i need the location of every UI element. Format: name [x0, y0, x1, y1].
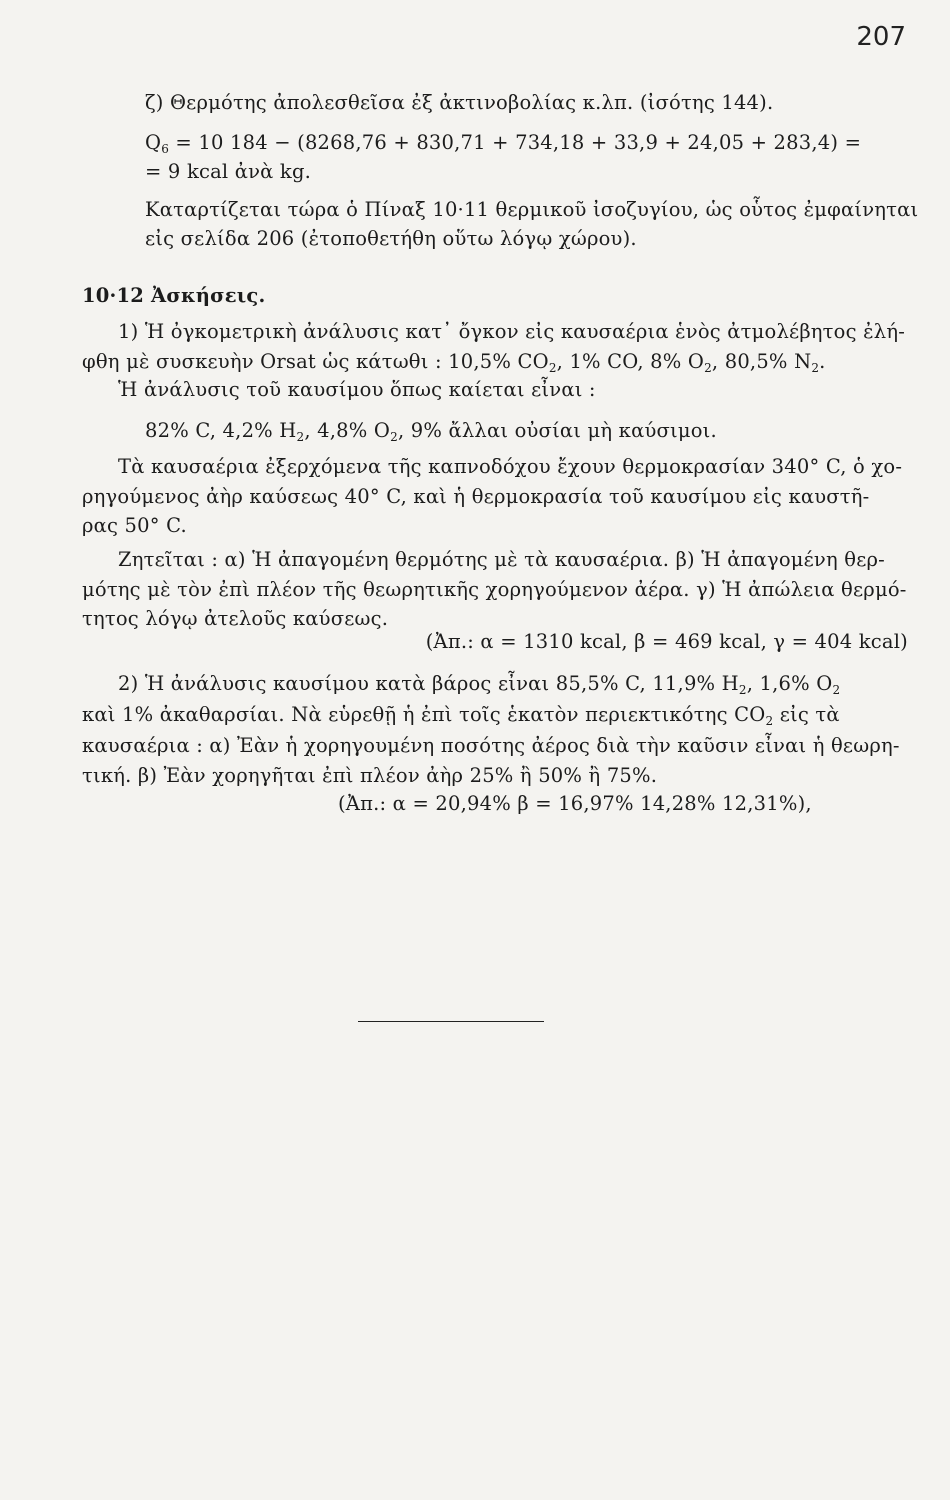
subscript: 2 — [296, 430, 305, 444]
subscript: 2 — [811, 361, 820, 375]
subscript: 6 — [161, 142, 170, 156]
text-span: καὶ 1% ἀκαθαρσίαι. Νὰ εὑρεθῇ ἡ ἐπὶ τοῖς ἑκατὸν περιεκτικότης CO — [82, 703, 766, 726]
equation-line — [145, 131, 950, 156]
text-span: εἰς τὰ — [773, 703, 840, 726]
exercise-1-line: Ἡ ἀνάλυσις τοῦ καυσίμου ὅπως καίεται εἶναι : — [118, 378, 596, 401]
equation-text: = 10 184 − (8268,76 + 830,71 + 734,18 + 33,9 + 24,05 + 283,4) = — [169, 131, 862, 154]
text-line: εἰς σελίδα 206 (ἐτοποθετήθη οὕτω λόγῳ χώρου). — [145, 227, 637, 250]
exercise-1-line: ρηγούμενος ἀὴρ καύσεως 40° C, καὶ ἡ θερμοκρασία τοῦ καυσίμου εἰς καυστῆ- — [82, 485, 870, 508]
exercise-2-answer: (Ἀπ.: α = 20,94% β = 16,97% 14,28% 12,31%), — [338, 792, 812, 815]
text-span: 2) Ἡ ἀνάλυσις καυσίμου κατὰ βάρος εἶναι 85,5% C, 11,9% H — [118, 672, 739, 695]
subscript: 2 — [738, 683, 747, 697]
exercise-1-question-line: Ζητεῖται : α) Ἡ ἀπαγομένη θερμότης μὲ τὰ καυσαέρια. β) Ἡ ἀπαγομένη θερ- — [118, 548, 885, 571]
exercise-1-line — [82, 350, 912, 375]
exercise-1-line: 1) Ἡ ὀγκομετρικὴ ἀνάλυσις κατ᾽ ὄγκον εἰς καυσαέρια ἑνὸς ἀτμολέβητος ἐλή- — [118, 320, 906, 343]
subscript: 2 — [765, 714, 774, 728]
text-span: , 80,5% N — [711, 350, 812, 373]
exercise-1-line: ρας 50° C. — [82, 514, 187, 537]
text-span: , 4,8% O — [304, 419, 391, 442]
exercise-1-question-line: τητος λόγῳ ἀτελοῦς καύσεως. — [82, 607, 389, 630]
exercise-1-question-line: μότης μὲ τὸν ἐπὶ πλέον τῆς θεωρητικῆς χορηγούμενον ἀέρα. γ) Ἡ ἀπώλεια θερμό- — [82, 578, 907, 601]
equation-result-line: = 9 kcal ἀνὰ kg. — [145, 160, 312, 183]
exercise-2-line: τική. β) Ἐὰν χορηγῆται ἐπὶ πλέον ἀὴρ 25% ἢ 50% ἢ 75%. — [82, 764, 658, 787]
text-span: , 1% CO, 8% O — [556, 350, 705, 373]
text-span: φθη μὲ συσκευὴν Orsat ὡς κάτωθι : 10,5% CO — [82, 350, 549, 373]
subscript: 2 — [832, 683, 841, 697]
exercise-2-line: καυσαέρια : α) Ἐὰν ἡ χορηγουμένη ποσότης ἀέρος διὰ τὴν καῦσιν εἶναι ἡ θεωρη- — [82, 734, 900, 757]
subscript: 2 — [704, 361, 712, 375]
text-span: , 1,6% O — [746, 672, 833, 695]
exercise-1-line: Τὰ καυσαέρια ἐξερχόμενα τῆς καπνοδόχου ἔχουν θερμοκρασίαν 340° C, ὁ χο- — [118, 455, 903, 478]
subscript: 2 — [390, 430, 398, 444]
exercise-2-line — [82, 703, 912, 728]
fuel-composition-line — [145, 419, 950, 444]
equation-symbol: Q — [145, 131, 162, 154]
text-line: ζ) Θερμότης ἀπολεσθεῖσα ἐξ ἀκτινοβολίας κ.λπ. (ἰσότης 144). — [145, 91, 774, 114]
page-number: 207 — [856, 22, 906, 52]
section-heading: 10·12 Ἀσκήσεις. — [82, 284, 266, 307]
exercise-2-line — [118, 672, 948, 697]
text-span: 82% C, 4,2% H — [145, 419, 297, 442]
exercise-1-answer: (Ἀπ.: α = 1310 kcal, β = 469 kcal, γ = 404 kcal) — [425, 630, 908, 653]
end-rule — [358, 1021, 544, 1022]
text-span: . — [819, 350, 826, 373]
text-span: , 9% ἄλλαι οὐσίαι μὴ καύσιμοι. — [397, 419, 717, 442]
text-line: Καταρτίζεται τώρα ὁ Πίναξ 10·11 θερμικοῦ ἰσοζυγίου, ὡς οὗτος ἐμφαίνηται — [145, 198, 919, 221]
subscript: 2 — [548, 361, 557, 375]
